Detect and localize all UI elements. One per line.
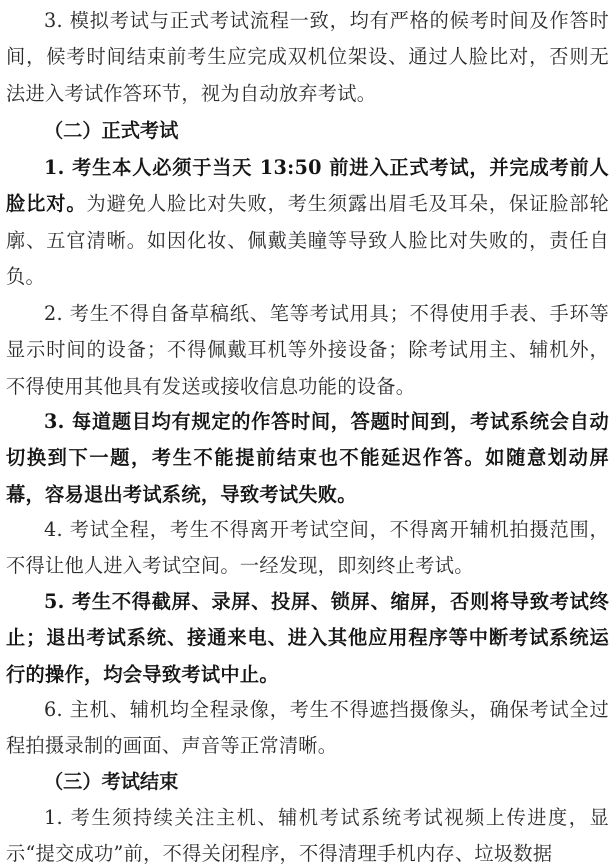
bold-requirement-text: 1. 考生本人必须于当天 13:50 前进入正式考试，并完成考前人脸比对。 [6,156,609,216]
paragraph-mock-exam-process: 3. 模拟考试与正式考试流程一致，均有严格的候考时间及作答时间，候考时间结束前考生应完成双机位架设、通过人脸比对，否则无法进入考试作答环节，视为自动放弃考试。 [6,9,609,105]
paragraph-answer-time-rules: 3. 每道题目均有规定的作答时间，答题时间到，考试系统会自动切换到下一题，考生不能提前结束也不能延迟作答。如随意划动屏幕，容易退出考试系统，导致考试失败。 [6,410,609,506]
paragraph-recording-rules: 6. 主机、辅机均全程录像，考生不得遮挡摄像头，确保考试全过程拍摄录制的画面、声音等正常清晰。 [6,698,609,758]
paragraph-upload-progress: 1. 考生须持续关注主机、辅机考试系统考试视频上传进度，显示“提交成功”前，不得关闭程序，不得清理手机内存、垃圾数据 [6,806,609,864]
paragraph-exam-space-rules: 4. 考试全程，考生不得离开考试空间，不得离开辅机拍摄范围，不得让他人进入考试空间。一经发现，即刻终止考试。 [6,518,609,578]
face-verification-details: 为避免人脸比对失败，考生须露出眉毛及耳朵，保证脸部轮廓、五官清晰。如因化妆、佩戴美瞳等导致人脸比对失败的，责任自负。 [6,192,609,289]
paragraph-prohibited-devices: 2. 考生不得自备草稿纸、笔等考试用具；不得使用手表、手环等显示时间的设备；不得佩戴耳机等外接设备；除考试用主、辅机外，不得使用其他具有发送或接收信息功能的设备。 [6,302,609,398]
paragraph-screen-operation-rules: 5. 考生不得截屏、录屏、投屏、锁屏、缩屏，否则将导致考试终止；退出考试系统、接通来电、进入其他应用程序等中断考试系统运行的操作，均会导致考试中止。 [6,590,609,686]
paragraph-face-verification [6,150,609,296]
section-heading-exam-end: （三）考试结束 [44,770,179,793]
section-heading-formal-exam: （二）正式考试 [44,119,179,142]
